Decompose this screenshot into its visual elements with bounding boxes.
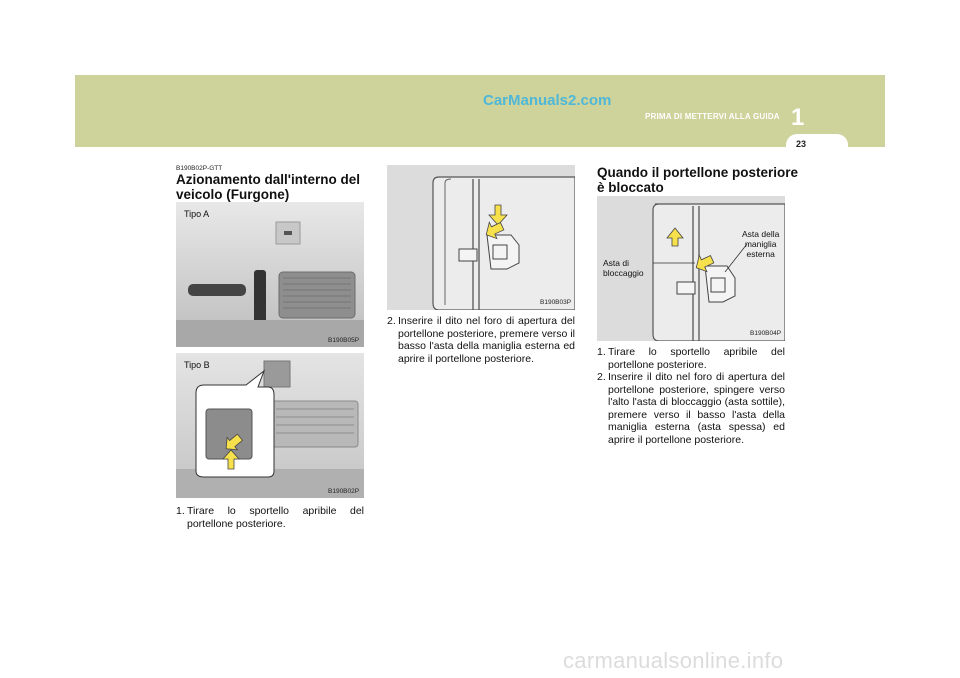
col1-step-1 [176,505,364,530]
asta-bloccaggio-label [603,258,644,278]
chapter-number: 1 [791,104,805,131]
bottom-watermark[interactable]: carmanualsonline.info [563,648,784,673]
chapter-header-band [75,75,885,147]
tipo-a-label: Tipo A [184,209,210,219]
step-text: Tirare lo sportello apribile del portellone posteriore. [187,505,364,530]
step-number: 2. [387,315,396,327]
tipo-b-label: Tipo B [184,360,210,370]
label-line: Asta di [603,258,629,268]
step-text: Inserire il dito nel foro di apertura del portellone posteriore, spingere verso l'alto l'asta di bloccaggio (asta sottile), premere verso il basso l'asta della maniglia esterna (asta spessa) ed aprire il portellone posteriore. [608,371,785,446]
asta-maniglia-label [742,229,779,259]
tipo-a-illustration [176,202,364,347]
col2-step-2 [387,315,575,365]
step-text: Tirare lo sportello apribile del portellone posteriore. [608,346,785,371]
label-line: bloccaggio [603,268,644,278]
chapter-title: PRIMA DI METTERVI ALLA GUIDA [645,112,780,121]
handle-push-illustration [387,165,575,310]
col3-title-line2: è bloccato [597,180,664,195]
col2-image-code: B190B03P [540,299,572,306]
photo-tipo-a [176,202,364,347]
photo-tipo-b [176,353,364,498]
col3-image-code: B190B04P [750,330,782,337]
col3-title-line1: Quando il portellone posteriore [597,165,799,180]
label-line: Asta della [742,229,780,239]
col3-step-2 [597,371,785,446]
tipo-b-code: B190B02P [328,488,360,495]
tipo-a-code: B190B05P [328,337,360,344]
step-number: 1. [176,505,185,517]
col3-step-1 [597,346,785,371]
tipo-b-illustration [176,353,364,498]
top-watermark[interactable]: CarManuals2.com [483,92,612,109]
section-title-line2: veicolo (Furgone) [176,187,290,202]
step-number: 1. [597,346,606,358]
page-number: 23 [796,139,807,149]
section-code: B190B02P-GTT [176,165,223,172]
label-line: esterna [746,249,775,259]
diagram-handle-push [387,165,575,310]
section-title-line1: Azionamento dall'interno del [176,172,360,187]
label-line: maniglia [744,239,777,249]
step-number: 2. [597,371,606,383]
step-text: Inserire il dito nel foro di apertura del portellone posteriore, premere verso il basso l'asta della maniglia esterna ed aprire il portellone posteriore. [398,315,575,365]
